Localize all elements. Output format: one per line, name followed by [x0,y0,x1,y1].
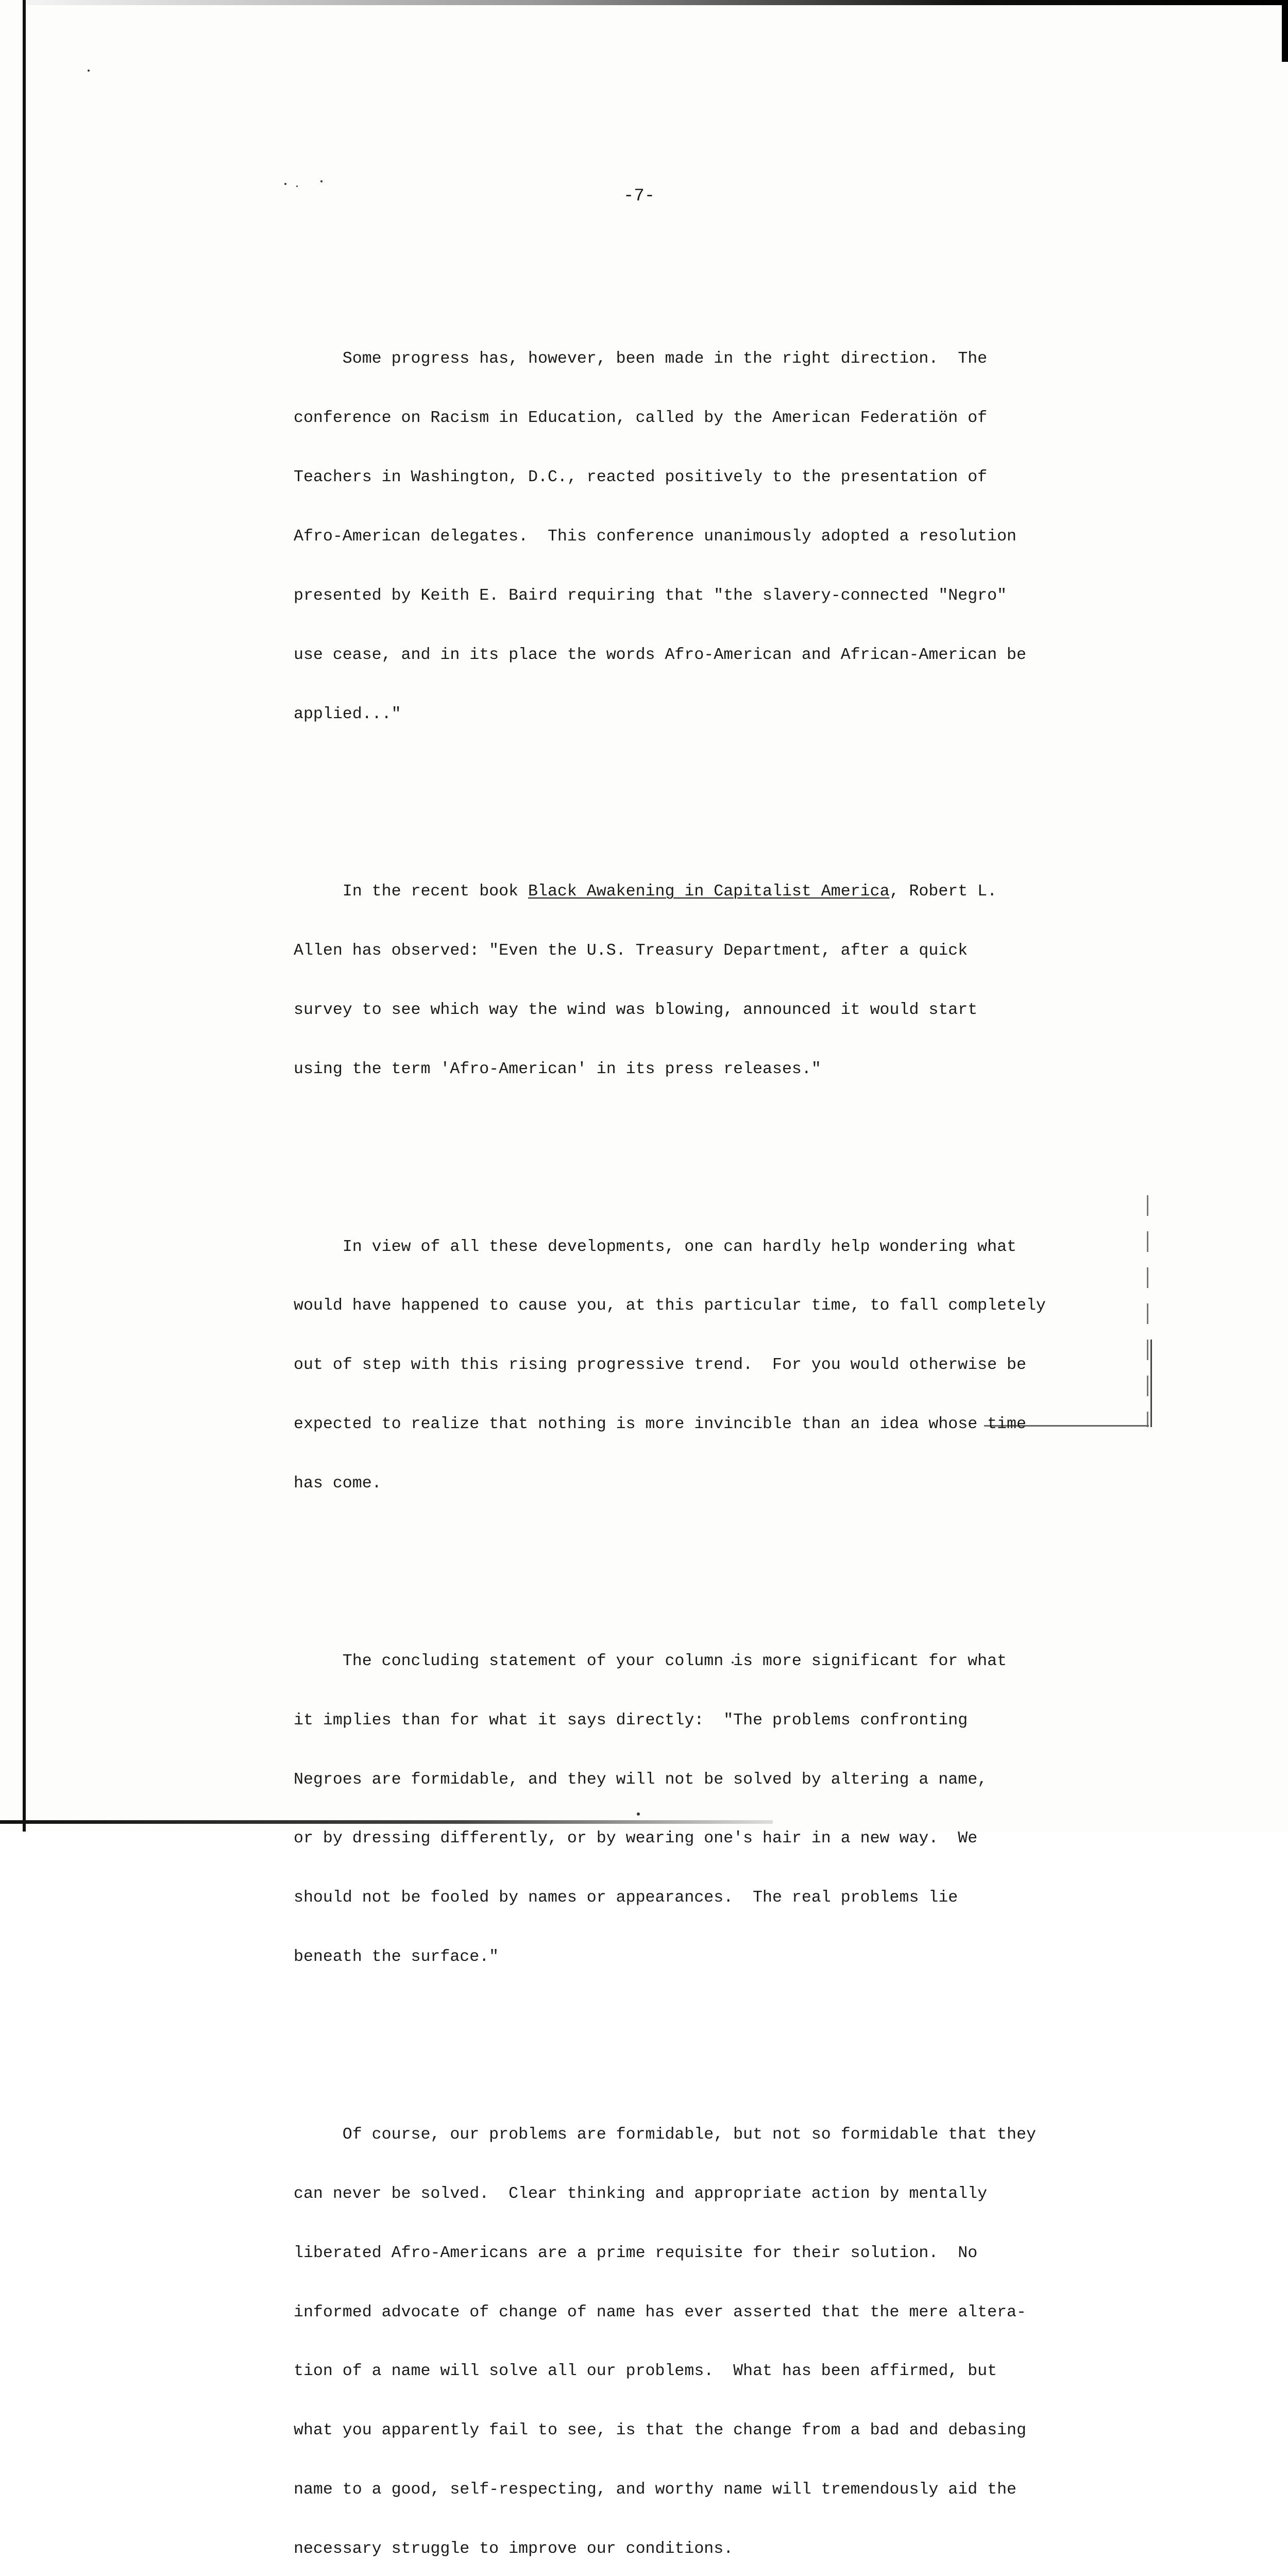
scan-edge-top-right [1282,0,1288,62]
text-line: informed advocate of change of name has ever asserted that the mere altera- [294,2303,1026,2321]
text-line: In view of all these developments, one can hardly help wondering what [294,1238,1016,1256]
paragraph-4 [294,1612,1066,2007]
text-line: tion of a name will solve all our problems. What has been affirmed, but [294,2362,997,2381]
text-line: conference on Racism in Education, called by the American Federatiön of [294,409,988,428]
margin-mark-dashed [1147,1195,1148,1427]
text-line: out of step with this rising progressive trend. For you would otherwise be [294,1356,1026,1375]
text-line: applied..." [294,705,401,723]
scan-speck [320,180,323,182]
text-line: should not be fooled by names or appearances. The real problems lie [294,1889,958,1907]
text-line: Allen has observed: "Even the U.S. Treasury Department, after a quick [294,942,968,960]
text-line: Teachers in Washington, D.C., reacted positively to the presentation of [294,468,988,486]
text-line: use cease, and in its place the words Afro-American and African-American be [294,646,1026,664]
paragraph-5 [294,2086,1066,2576]
text-line: Afro-American delegates. This conference unanimously adopted a resolution [294,527,1016,546]
text-segment: In the recent book [294,883,529,901]
paragraph-2 [294,843,1066,1119]
text-line: Of course, our problems are formidable, but not so formidable that they [294,2125,1036,2144]
text-line: beneath the surface." [294,1948,499,1967]
margin-mark-solid [1150,1340,1152,1427]
text-line: using the term 'Afro-American' in its press releases." [294,1060,821,1078]
letter-body [294,270,1066,2576]
text-line: or by dressing differently, or by wearing one's hair in a new way. We [294,1829,978,1848]
scan-edge-left [23,0,26,1832]
text-line: presented by Keith E. Baird requiring that "the slavery-connected "Negro" [294,586,1007,605]
text-line: The concluding statement of your column is more significant for what [294,1652,1007,1670]
text-line: liberated Afro-Americans are a prime requisite for their solution. No [294,2244,978,2262]
book-title: Black Awakening in Capitalist America [528,883,890,901]
text-line: has come. [294,1475,382,1493]
text-line: name to a good, self-respecting, and worthy name will tremendously aid the [294,2481,1016,2499]
text-line: it implies than for what it says directly: "The problems confronting [294,1711,968,1730]
scan-edge-top [26,0,1288,5]
paragraph-3 [294,1198,1066,1533]
scan-speck [296,185,298,187]
page-number: -7- [623,187,655,206]
text-line: what you apparently fail to see, is that the change from a bad and debasing [294,2421,1026,2440]
scan-speck [284,183,286,185]
scan-speck [88,70,90,72]
text-line: Negroes are formidable, and they will not be solved by altering a name, [294,1770,988,1789]
text-line [294,882,1066,902]
text-line: would have happened to cause you, at this particular time, to fall completely [294,1297,1046,1315]
text-line: necessary struggle to improve our conditions. [294,2540,734,2558]
text-segment: , Robert L. [889,883,997,901]
text-line: expected to realize that nothing is more invincible than an idea whose time [294,1415,1026,1434]
text-line: survey to see which way the wind was blowing, announced it would start [294,1001,978,1019]
text-line: can never be solved. Clear thinking and appropriate action by mentally [294,2184,988,2203]
text-line: Some progress has, however, been made in the right direction. The [294,350,988,368]
paragraph-1 [294,310,1066,764]
